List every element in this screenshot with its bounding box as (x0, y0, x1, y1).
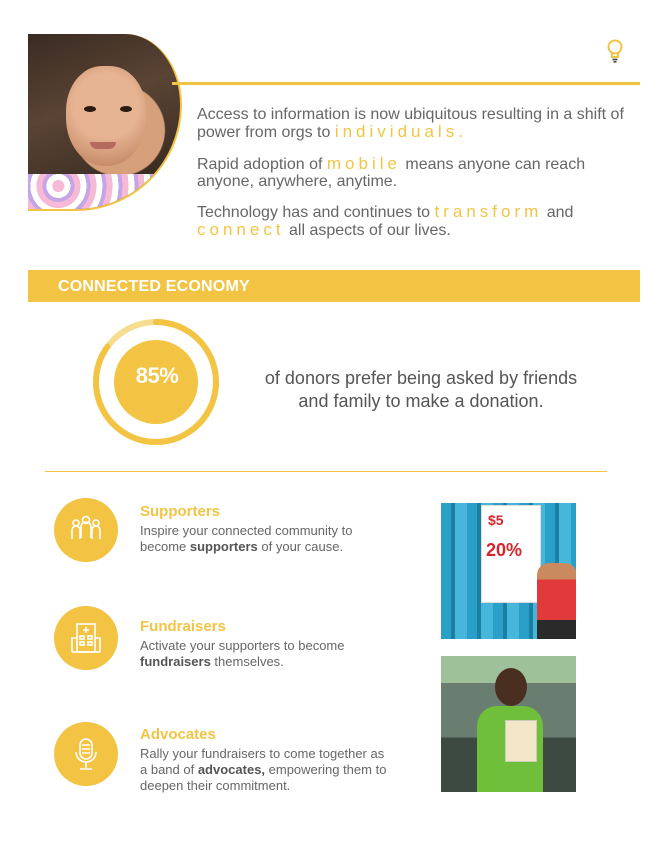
desc-text: Inspire your connected community to become (140, 523, 353, 554)
stat-description: of donors prefer being asked by friends and family to make a donation. (264, 368, 578, 411)
item-desc-supporters (140, 523, 390, 555)
store-photo-employee (441, 656, 576, 792)
face (66, 66, 146, 166)
highlight-word: individuals. (334, 122, 467, 141)
item-title-fundraisers: Fundraisers (140, 618, 226, 635)
desc-bold: fundraisers (140, 654, 211, 669)
intro-text: Access to information is now ubiquitous resulting in a shift of power from orgs to (197, 106, 624, 141)
mouth (90, 142, 116, 149)
head (495, 668, 527, 706)
item-title-supporters: Supporters (140, 503, 221, 520)
intro-text: means anyone can reach anyone, anywhere, anytime. (197, 156, 586, 190)
intro-text: Rapid adoption of (197, 156, 327, 173)
item-title-advocates: Advocates (140, 726, 216, 743)
intro-paragraph-1 (197, 106, 627, 141)
eye (120, 106, 132, 112)
lightbulb-icon (606, 39, 624, 63)
header-rule (172, 82, 640, 85)
desc-bold: supporters (189, 539, 258, 554)
flyer (505, 720, 537, 762)
header-photo (28, 34, 182, 211)
desc-text: of your cause. (257, 539, 344, 554)
poster-discount: 20% (486, 540, 523, 560)
poster-price: $5 (488, 512, 504, 528)
microphone-icon (54, 722, 118, 786)
desc-text: themselves. (210, 654, 284, 669)
people-group-icon (54, 498, 118, 562)
item-desc-fundraisers (140, 638, 390, 670)
desc-text: Rally your fundraisers to come together as a band of (140, 746, 385, 777)
intro-text: all aspects of our lives. (284, 222, 451, 239)
eye (84, 106, 96, 112)
child-figure (537, 563, 576, 639)
intro-paragraph-3 (197, 203, 627, 239)
highlight-word: transform (434, 202, 543, 221)
highlight-word: connect (197, 220, 285, 239)
intro-text: and (542, 204, 574, 221)
item-desc-advocates (140, 746, 390, 794)
divider (45, 471, 607, 472)
section-title: CONNECTED ECONOMY (58, 278, 250, 295)
store-photo-baskets (441, 503, 576, 639)
desc-bold: advocates, (197, 762, 266, 777)
hospital-building-icon (54, 606, 118, 670)
highlight-word: mobile (326, 154, 401, 173)
dress (28, 174, 180, 211)
desc-text: Activate your supporters to become (140, 638, 345, 653)
intro-text: Technology has and continues to (197, 204, 435, 221)
stat-value: 85% (135, 363, 179, 388)
sale-poster (481, 505, 541, 603)
intro-paragraph-2 (197, 155, 627, 190)
desc-text: empowering them to deepen their commitment. (140, 762, 387, 793)
employee-figure (477, 668, 543, 792)
